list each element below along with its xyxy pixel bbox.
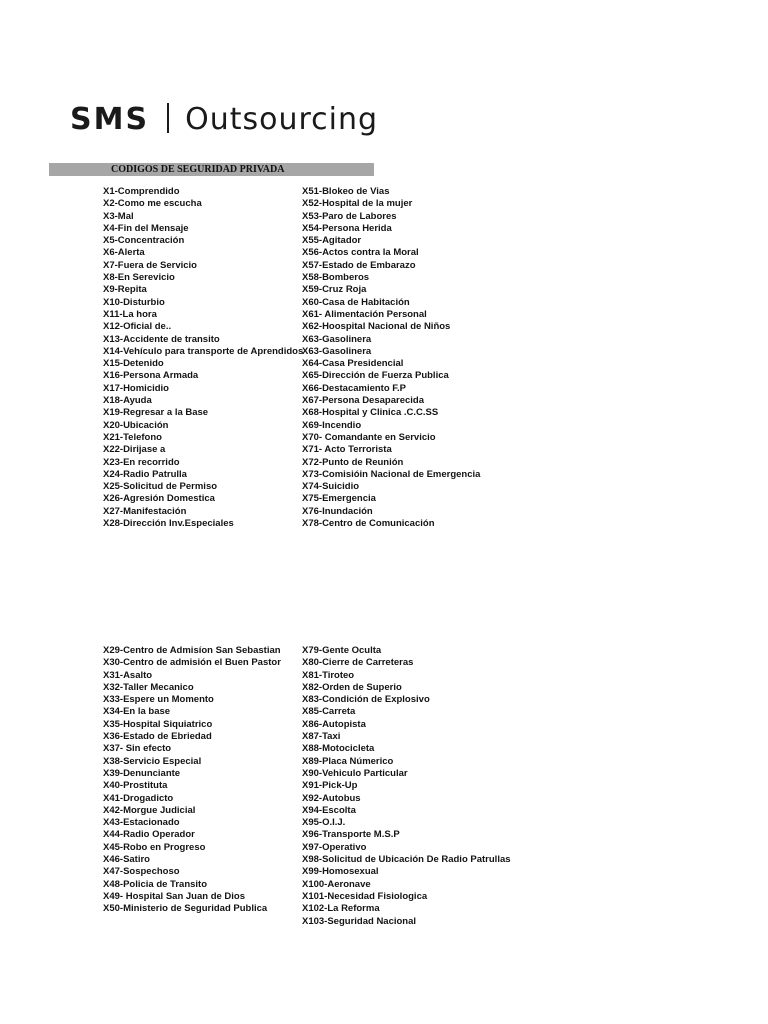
- section-title: CODIGOS DE SEGURIDAD PRIVADA: [111, 164, 285, 175]
- code-item: X3-Mal: [103, 210, 134, 222]
- code-item: X32-Taller Mecanico: [103, 681, 194, 693]
- code-item: X12-Oficial de..: [103, 321, 172, 333]
- code-item: X34-En la base: [103, 706, 171, 718]
- code-item: X1-Comprendido: [103, 186, 180, 197]
- code-item: X55-Agitador: [302, 235, 362, 247]
- code-item: X54-Persona Herida: [302, 222, 392, 234]
- code-item: X36-Estado de Ebriedad: [103, 731, 212, 743]
- code-item: X45-Robo en Progreso: [103, 841, 206, 853]
- section-title-bar: [49, 163, 374, 176]
- code-item: X23-En recorrido: [103, 456, 180, 468]
- code-item: X15-Detenido: [103, 358, 164, 370]
- code-item: X75-Emergencia: [302, 493, 376, 505]
- code-item: X63-Gasolinera: [302, 333, 372, 345]
- code-item: X86-Autopista: [302, 718, 366, 730]
- code-item: X76-Inundación: [302, 505, 373, 517]
- code-item: X85-Carreta: [302, 706, 356, 718]
- code-item: X41-Drogadicto: [103, 792, 174, 804]
- code-item: X40-Prostituta: [103, 780, 168, 792]
- code-item: X4-Fin del Mensaje: [103, 222, 189, 234]
- code-item: X27-Manifestación: [103, 505, 187, 517]
- code-item: X60-Casa de Habitación: [302, 296, 410, 308]
- code-item: X98-Solicitud de Ubicación De Radio Patrullas: [302, 854, 511, 866]
- code-item: X22-Dirijase a: [103, 444, 166, 456]
- code-item: X70- Comandante en Servicio: [302, 431, 436, 443]
- code-item: X49- Hospital San Juan de Dios: [103, 890, 246, 902]
- company-logo: [70, 100, 378, 140]
- code-item: X26-Agresión Domestica: [103, 493, 215, 505]
- logo-brand: SMS: [70, 102, 150, 137]
- code-item: X81-Tiroteo: [302, 669, 355, 681]
- code-item: X50-Ministerio de Seguridad Publica: [103, 903, 268, 915]
- code-item: X51-Blokeo de Vias: [302, 186, 390, 197]
- code-item: X58-Bomberos: [302, 272, 370, 284]
- code-item: X24-Radio Patrulla: [103, 468, 187, 480]
- code-item: X53-Paro de Labores: [302, 210, 397, 222]
- code-item: X42-Morgue Judicial: [103, 804, 196, 816]
- code-item: X30-Centro de admisión el Buen Pastor: [103, 657, 281, 669]
- code-item: X91-Pick-Up: [302, 780, 358, 792]
- code-item: X69-Incendio: [302, 419, 362, 431]
- code-item: X44-Radio Operador: [103, 829, 195, 841]
- logo-divider: [167, 103, 169, 133]
- code-item: X80-Cierre de Carreteras: [302, 657, 414, 669]
- code-item: X10-Disturbio: [103, 296, 165, 308]
- code-item: X18-Ayuda: [103, 395, 152, 407]
- code-item: X48-Policia de Transito: [103, 878, 208, 890]
- code-item: X21-Telefono: [103, 431, 162, 443]
- code-item: X78-Centro de Comunicación: [302, 518, 435, 530]
- code-item: X8-En Serevicio: [103, 272, 175, 284]
- code-item: X13-Accidente de transito: [103, 333, 220, 345]
- code-item: X31-Asalto: [103, 669, 153, 681]
- code-item: X9-Repita: [103, 284, 147, 296]
- code-item: X38-Servicio Especial: [103, 755, 202, 767]
- code-item: X19-Regresar a la Base: [103, 407, 209, 419]
- code-item: X63-Gasolinera: [302, 345, 372, 357]
- code-item: X103-Seguridad Nacional: [302, 915, 417, 927]
- code-item: X74-Suicidio: [302, 481, 360, 493]
- code-item: X11-La hora: [103, 308, 157, 320]
- code-item: X16-Persona Armada: [103, 370, 199, 382]
- code-item: X17-Homicidio: [103, 382, 169, 394]
- code-item: X89-Placa Númerico: [302, 755, 394, 767]
- code-item: X96-Transporte M.S.P: [302, 829, 400, 841]
- code-item: X62-Hoospital Nacional de Niños: [302, 321, 451, 333]
- code-item: X83-Condición de Explosivo: [302, 694, 430, 706]
- code-item: X2-Como me escucha: [103, 198, 202, 210]
- code-item: X61- Alimentación Personal: [302, 308, 427, 320]
- code-item: X6-Alerta: [103, 247, 145, 259]
- code-item: X28-Dirección Inv.Especiales: [103, 518, 234, 530]
- code-item: X99-Homosexual: [302, 866, 379, 878]
- code-item: X33-Espere un Momento: [103, 694, 214, 706]
- code-item: X95-O.I.J.: [302, 817, 346, 829]
- logo-text: Outsourcing: [185, 102, 379, 137]
- codes-column-4: [302, 645, 511, 928]
- code-item: X68-Hospital y Clinica .C.C.SS: [302, 407, 439, 419]
- code-item: X59-Cruz Roja: [302, 284, 367, 296]
- code-item: X52-Hospital de la mujer: [302, 198, 413, 210]
- code-item: X29-Centro de Admisíon San Sebastian: [103, 645, 281, 656]
- code-item: X47-Sospechoso: [103, 866, 180, 878]
- code-item: X25-Solicitud de Permiso: [103, 481, 218, 493]
- codes-column-1: [103, 186, 303, 530]
- code-item: X97-Operativo: [302, 841, 367, 853]
- code-item: X7-Fuera de Servicio: [103, 259, 197, 271]
- code-item: X43-Estacionado: [103, 817, 180, 829]
- code-item: X72-Punto de Reunión: [302, 456, 404, 468]
- code-item: X92-Autobus: [302, 792, 361, 804]
- code-item: X35-Hospital Siquiatrico: [103, 718, 213, 730]
- code-item: X64-Casa Presidencial: [302, 358, 404, 370]
- code-item: X65-Dirección de Fuerza Publica: [302, 370, 449, 382]
- code-item: X67-Persona Desaparecida: [302, 395, 424, 407]
- code-item: X5-Concentración: [103, 235, 185, 247]
- code-item: X56-Actos contra la Moral: [302, 247, 419, 259]
- code-item: X79-Gente Oculta: [302, 645, 382, 656]
- code-item: X46-Satiro: [103, 854, 150, 866]
- code-item: X87-Taxi: [302, 731, 341, 743]
- code-item: X37- Sin efecto: [103, 743, 172, 755]
- code-item: X94-Escolta: [302, 804, 356, 816]
- code-item: X88-Motocicleta: [302, 743, 375, 755]
- code-item: X71- Acto Terrorista: [302, 444, 392, 456]
- code-item: X102-La Reforma: [302, 903, 380, 915]
- code-item: X39-Denunciante: [103, 767, 181, 779]
- code-item: X82-Orden de Superio: [302, 681, 402, 693]
- codes-column-3: [103, 645, 281, 916]
- code-item: X100-Aeronave: [302, 878, 371, 890]
- code-item: X20-Ubicación: [103, 419, 169, 431]
- code-item: X57-Estado de Embarazo: [302, 259, 416, 271]
- codes-column-2: [302, 186, 480, 530]
- code-item: X90-Vehiculo Particular: [302, 767, 408, 779]
- code-item: X101-Necesidad Fisiologica: [302, 890, 428, 902]
- code-item: X73-Comisióin Nacional de Emergencia: [302, 468, 481, 480]
- code-item: X14-Vehículo para transporte de Aprendidos: [103, 345, 304, 357]
- code-item: X66-Destacamiento F.P: [302, 382, 407, 394]
